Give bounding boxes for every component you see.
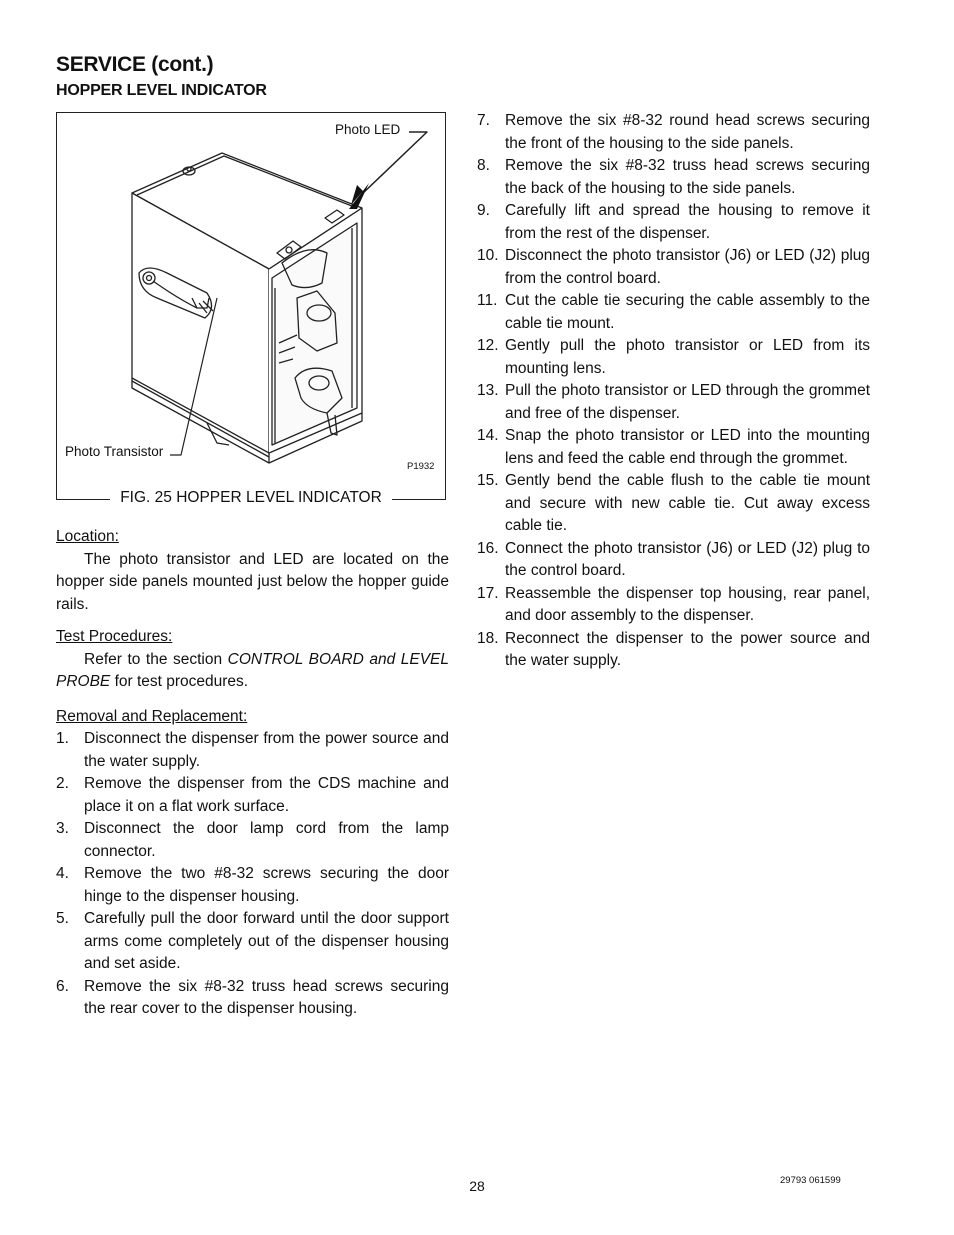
step-number: 16. (477, 539, 499, 557)
step-text: Remove the two #8-32 screws securing the door hinge to the dispenser housing. (84, 865, 449, 905)
section-heading: HOPPER LEVEL INDICATOR (56, 82, 267, 99)
step-text: Remove the dispenser from the CDS machine and place it on a flat work surface. (84, 775, 449, 815)
step-number: 2. (56, 775, 69, 792)
test-text-before: Refer to the section (84, 650, 228, 668)
step-text: Reconnect the dispenser to the power source and the water supply. (505, 629, 870, 669)
steps-list-right (477, 110, 870, 673)
step-item (477, 380, 870, 425)
step-number: 13. (477, 382, 499, 399)
step-text: Disconnect the photo transistor (J6) or LED (J2) plug from the control board. (505, 247, 870, 287)
step-text: Gently bend the cable flush to the cable tie mount and secure with new cable tie. Cut away excess cable tie. (505, 472, 870, 534)
step-text: Pull the photo transistor or LED through the grommet and free of the dispenser. (505, 382, 870, 422)
step-number: 9. (477, 202, 490, 219)
step-text: Remove the six #8-32 truss head screws securing the rear cover to the dispenser housing. (84, 977, 449, 1017)
page-title: SERVICE (cont.) (56, 53, 214, 76)
dispenser-illustration (57, 113, 445, 499)
step-number: 14. (477, 427, 499, 444)
right-column (477, 110, 870, 673)
step-text: Disconnect the dispenser from the power source and the water supply. (84, 730, 449, 770)
location-text: The photo transistor and LED are located on the hopper side panels mounted just below the hopper guide rails. (56, 550, 449, 613)
step-number: 15. (477, 472, 499, 489)
test-procedures-heading: Test Procedures: (56, 628, 173, 645)
figure-caption (56, 489, 446, 507)
step-text: Connect the photo transistor (J6) or LED (J2) plug to the control board. (505, 539, 870, 579)
page-number: 28 (469, 1178, 485, 1194)
steps-list-left (56, 728, 449, 1021)
test-procedures-text (56, 649, 449, 694)
step-item (477, 470, 870, 538)
step-number: 4. (56, 865, 69, 882)
step-item (477, 628, 870, 673)
step-item (477, 155, 870, 200)
test-text-after: for test procedures. (110, 673, 249, 690)
step-item (477, 200, 870, 245)
step-number: 10. (477, 247, 499, 264)
document-code: 29793 061599 (780, 1175, 841, 1186)
removal-heading: Removal and Replacement: (56, 707, 248, 725)
photo-transistor-label: Photo Transistor (65, 444, 164, 459)
step-item (56, 863, 449, 908)
step-item (477, 538, 870, 583)
step-text: Reassemble the dispenser top housing, rear panel, and door assembly to the dispenser. (505, 584, 870, 624)
step-item (56, 818, 449, 863)
step-number: 7. (477, 112, 490, 129)
step-item (56, 908, 449, 976)
step-item (477, 290, 870, 335)
step-text: Carefully pull the door forward until the door support arms come completely out of the dispenser housing and set aside. (84, 910, 449, 972)
step-text: Remove the six #8-32 truss head screws securing the back of the housing to the side panels. (505, 157, 870, 197)
test-text-reference: CONTROL BOARD and LEVEL PROBE (56, 650, 449, 690)
step-text: Cut the cable tie securing the cable assembly to the cable tie mount. (505, 292, 870, 332)
step-number: 12. (477, 337, 499, 354)
step-number: 5. (56, 910, 69, 927)
step-text: Disconnect the door lamp cord from the lamp connector. (84, 820, 449, 860)
step-number: 8. (477, 157, 490, 174)
step-item (477, 335, 870, 380)
step-item (56, 728, 449, 773)
figure-caption-text: FIG. 25 HOPPER LEVEL INDICATOR (110, 489, 392, 506)
step-item (477, 110, 870, 155)
figure-code: P1932 (407, 461, 435, 472)
step-number: 11. (477, 292, 498, 309)
step-text: Remove the six #8-32 round head screws securing the front of the housing to the side panels. (505, 112, 870, 152)
step-number: 1. (56, 730, 69, 747)
step-item (477, 583, 870, 628)
step-number: 3. (56, 820, 69, 837)
step-item (477, 425, 870, 470)
step-number: 17. (477, 584, 499, 602)
figure-hopper-level-indicator (56, 112, 446, 500)
photo-led-label: Photo LED (335, 122, 401, 137)
step-number: 6. (56, 977, 69, 995)
step-item (56, 773, 449, 818)
step-text: Gently pull the photo transistor or LED from its mounting lens. (505, 337, 870, 377)
step-item (477, 245, 870, 290)
step-item (56, 976, 449, 1021)
location-heading: Location: (56, 528, 119, 545)
step-number: 18. (477, 629, 499, 647)
left-column (56, 526, 449, 1021)
step-text: Carefully lift and spread the housing to remove it from the rest of the dispenser. (505, 202, 870, 242)
step-text: Snap the photo transistor or LED into the mounting lens and feed the cable end through the grommet. (505, 427, 870, 467)
